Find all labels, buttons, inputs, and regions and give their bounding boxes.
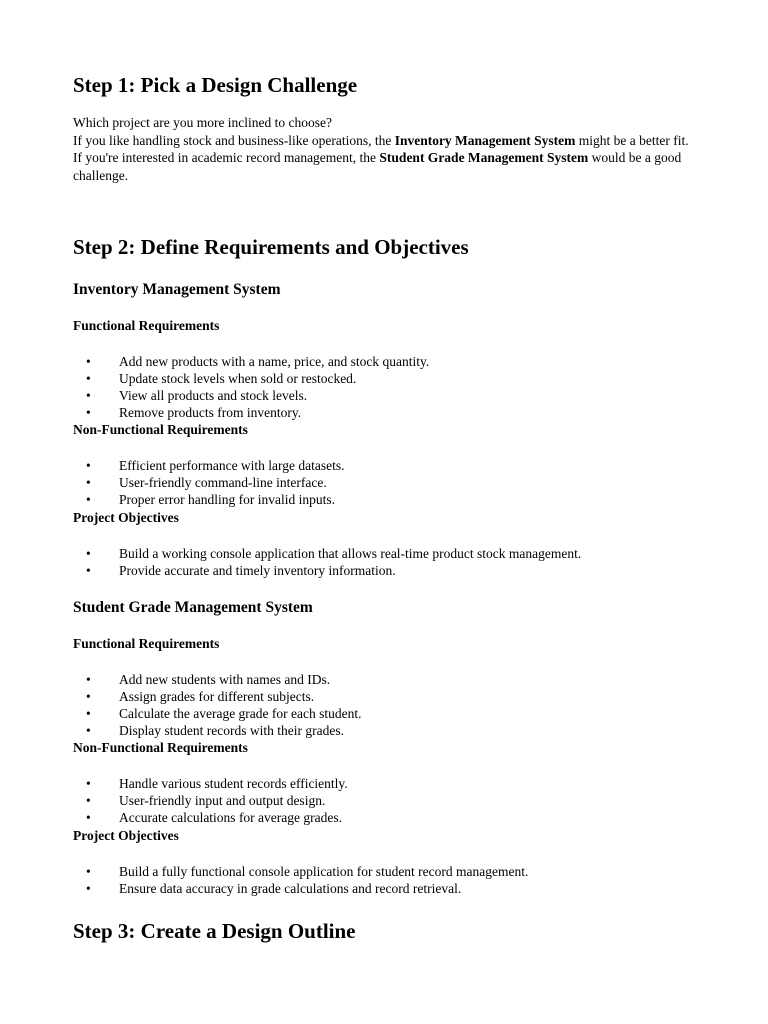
list-item-text: User-friendly command-line interface. bbox=[119, 475, 327, 490]
intro-inventory-post: might be a better fit. bbox=[575, 132, 689, 148]
list-item bbox=[86, 880, 528, 897]
list-item-text: View all products and stock levels. bbox=[119, 388, 308, 403]
bullet-icon: • bbox=[86, 723, 91, 738]
step1-intro bbox=[73, 114, 695, 184]
inventory-nonfunctional-list bbox=[86, 457, 345, 508]
list-item bbox=[86, 404, 429, 421]
intro-student-post: would be a good challenge. bbox=[73, 150, 682, 183]
list-item-text: Build a working console application that allows real-time product stock management. bbox=[119, 546, 582, 561]
list-item-text: Handle various student records efficiently. bbox=[119, 776, 348, 791]
student-nonfunctional-list bbox=[86, 775, 348, 826]
bullet-icon: • bbox=[86, 458, 91, 473]
list-item bbox=[86, 370, 429, 387]
list-item bbox=[86, 792, 348, 809]
inventory-system-heading: Inventory Management System bbox=[73, 281, 281, 298]
student-system-heading: Student Grade Management System bbox=[73, 599, 313, 616]
list-item bbox=[86, 722, 362, 739]
step2-heading: Step 2: Define Requirements and Objectives bbox=[73, 235, 469, 259]
intro-student-name: Student Grade Management System bbox=[379, 150, 589, 165]
student-functional-list bbox=[86, 671, 362, 739]
bullet-icon: • bbox=[86, 881, 91, 896]
intro-inventory-pre: If you like handling stock and business-like operations, the bbox=[73, 132, 395, 148]
student-objectives-heading: Project Objectives bbox=[73, 828, 179, 843]
list-item-text: Build a fully functional console application for student record management. bbox=[119, 864, 529, 879]
bullet-icon: • bbox=[86, 563, 91, 578]
list-item-text: Remove products from inventory. bbox=[119, 405, 302, 420]
list-item bbox=[86, 491, 345, 508]
list-item bbox=[86, 775, 348, 792]
bullet-icon: • bbox=[86, 776, 91, 791]
step3-heading: Step 3: Create a Design Outline bbox=[73, 919, 356, 943]
list-item-text: Calculate the average grade for each student. bbox=[119, 706, 362, 721]
list-item bbox=[86, 545, 581, 562]
bullet-icon: • bbox=[86, 388, 91, 403]
bullet-icon: • bbox=[86, 492, 91, 507]
bullet-icon: • bbox=[86, 371, 91, 386]
intro-question: Which project are you more inclined to choose? bbox=[73, 115, 333, 130]
inventory-objectives-list bbox=[86, 545, 581, 579]
list-item-text: Add new students with names and IDs. bbox=[119, 672, 331, 687]
list-item-text: Add new products with a name, price, and stock quantity. bbox=[119, 354, 430, 369]
list-item-text: User-friendly input and output design. bbox=[119, 793, 326, 808]
list-item bbox=[86, 474, 345, 491]
bullet-icon: • bbox=[86, 793, 91, 808]
list-item bbox=[86, 809, 348, 826]
student-objectives-list bbox=[86, 863, 528, 897]
inventory-functional-heading: Functional Requirements bbox=[73, 318, 220, 333]
list-item bbox=[86, 863, 528, 880]
list-item-text: Ensure data accuracy in grade calculations and record retrieval. bbox=[119, 881, 462, 896]
student-functional-heading: Functional Requirements bbox=[73, 636, 220, 651]
bullet-icon: • bbox=[86, 810, 91, 825]
list-item bbox=[86, 562, 581, 579]
list-item bbox=[86, 457, 345, 474]
list-item-text: Efficient performance with large datasets. bbox=[119, 458, 345, 473]
bullet-icon: • bbox=[86, 546, 91, 561]
list-item bbox=[86, 705, 362, 722]
step1-heading: Step 1: Pick a Design Challenge bbox=[73, 73, 358, 97]
list-item bbox=[86, 387, 429, 404]
bullet-icon: • bbox=[86, 475, 91, 490]
list-item-text: Proper error handling for invalid inputs. bbox=[119, 492, 335, 507]
intro-inventory-name: Inventory Management System bbox=[394, 132, 576, 148]
inventory-functional-list bbox=[86, 353, 429, 421]
intro-student-line bbox=[73, 149, 695, 184]
bullet-icon: • bbox=[86, 689, 91, 704]
list-item bbox=[86, 353, 429, 370]
intro-student-pre: If you're interested in academic record management, the bbox=[73, 150, 380, 165]
bullet-icon: • bbox=[86, 354, 91, 369]
bullet-icon: • bbox=[86, 864, 91, 879]
list-item-text: Assign grades for different subjects. bbox=[119, 689, 315, 704]
bullet-icon: • bbox=[86, 672, 91, 687]
bullet-icon: • bbox=[86, 405, 91, 420]
bullet-icon: • bbox=[86, 706, 91, 721]
list-item bbox=[86, 688, 362, 705]
student-nonfunctional-heading: Non-Functional Requirements bbox=[73, 740, 248, 755]
list-item bbox=[86, 671, 362, 688]
inventory-nonfunctional-heading: Non-Functional Requirements bbox=[73, 422, 248, 437]
list-item-text: Update stock levels when sold or restocked. bbox=[119, 371, 357, 386]
list-item-text: Accurate calculations for average grades. bbox=[119, 810, 343, 825]
list-item-text: Provide accurate and timely inventory information. bbox=[119, 563, 396, 578]
list-item-text: Display student records with their grades. bbox=[119, 723, 344, 738]
intro-inventory-line bbox=[73, 132, 695, 150]
inventory-objectives-heading: Project Objectives bbox=[73, 510, 179, 525]
